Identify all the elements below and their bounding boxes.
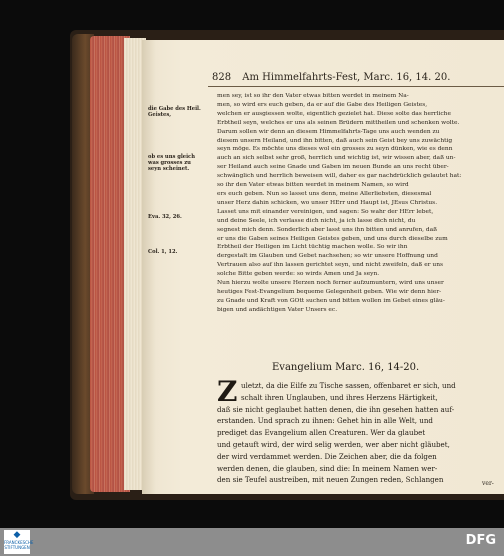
text-line: Vertrauen also auf ihn lassen gerichtet seyn, und nicht zweifeln, daß er uns [217,262,444,269]
text-line: diesem unsern Heiland, und ihn bitten, daß auch sein Geist bey uns zuwächtig [217,137,453,144]
text-line: schwänglich und herrlich beweisen will, daher es gar nachdrücklich gelautet hat: [217,173,462,180]
text-line: Darum sollen wir denn an diesem Himmelfahrts-Tage uns auch wenden zu [217,128,440,135]
text-line: heutiges Fest-Evangelium bequeme Gelegenheit geben. Wie wir denn hier- [217,288,442,295]
gospel-line: werden denen, die glauben, sind die: In meinem Namen wer- [217,463,438,473]
library-logo [4,530,34,554]
gospel-line: den sie Teufel austreiben, mit neuen Zungen reden, Schlangen [217,475,444,485]
margin-note: Eva. 32, 26. [148,214,182,220]
text-line: welchen er ausgiessen wolte, eigentlich gezielet hat. Diese solte das herrliche [217,110,451,117]
gospel-line: erstanden. Und sprach zu ihnen: Gehet hin in alle Welt, und [217,416,433,426]
text-line: men sey, ist so ihr den Vater etwas bitten werdet in meinem Na- [217,93,409,99]
library-logo-mark: ◆ [13,530,21,540]
running-head-title: Am Himmelfahrts-Fest, Marc. 16, 14. 20. [242,72,451,83]
header-rule [208,86,504,87]
text-line: und deine Seele, ich verlasse dich nicht, ja ich lasse dich nicht, du [217,217,416,224]
gospel-line: der wird verdammet werden. Die Zeichen aber, die da folgen [217,451,437,461]
margin-note: Col. 1, 12. [148,249,178,255]
gospel-line: prediget das Evangelium allen Creaturen. Wer da glaubet [217,428,426,438]
running-header [212,72,502,83]
text-line: dergestalt im Glauben und Gebet nachsehen; so wir unsere Hoffnung und [217,253,438,260]
gospel-line: daß sie nicht geglaubet hatten denen, die ihn gesehen hatten auf- [217,404,455,414]
gospel-line: und getauft wird, der wird selig werden, wer aber nicht gläubet, [217,439,450,449]
text-line: Lasset uns mit einander vereinigen, und sagen: So wahr der HErr lebet, [217,208,434,215]
text-line: auch an sich selbst sehr groß, herrlich und wichtig ist, wir wissen aber, daß un- [217,155,456,162]
margin-note: die Gabe des Heil. Geistes, [148,106,201,118]
text-line: Nun hierzu wolte unsere Herzen noch ferner aufzumuntern, wird uns unser [217,280,444,287]
text-line: bigen und andächtigen Vater Unsers ec. [217,306,338,313]
text-line: ers euch geben. Nun so lasset uns denn, meine Allerliebsten, diesesmal [217,190,432,197]
drop-cap: Z [217,375,238,408]
catchword: ver- [482,480,494,487]
page-number: 828 [212,72,232,83]
text-line: segnest mich denn. Sonderlich aber lasst uns ihn bitten und anrufen, daß [217,226,438,233]
gospel-line: uletzt, da die Eilfe zu Tische sassen, offenbaret er sich, und [241,381,456,390]
viewer-footer-bar [0,528,504,556]
text-line: so ihr den Vater etwas bitten werdet in meinem Namen, so wird [217,182,409,189]
gospel-text [217,375,504,486]
margin-note: ob es uns gleich was grosses zu seyn scheinet. [148,154,195,172]
library-logo-text: FRANCKESCHE STIFTUNGEN [4,540,34,550]
text-line: unser Herz dahin schicken, wo unser HErr und Haupt ist, JEsus Christus. [217,199,438,206]
text-line: er uns die Gaben seines Heiligen Geistes geben, und uns durch dieselbe zum [217,235,448,242]
sermon-text [217,92,504,315]
text-line: men, so wird ers euch geben, da er auf die Gabe des Heiligen Geistes, [217,101,428,108]
text-line: Erbtheil seyn, welches er uns als seinen Brüdern mittheilen und schenken wolte. [217,119,460,126]
text-line: zu Gnade und Kraft von GOtt suchen und bitten wollen im Gebet eines gläu- [217,297,445,304]
book-page [142,40,504,494]
text-line: seyn möge. Es möchte uns dieses wol ein grosses zu seyn dünken, wie es denn [217,146,453,153]
text-line: Erbtheil der Heiligen im Licht tüchtig machen wolle. So wir ihn [217,244,408,251]
dfg-logo: DFG [465,533,496,548]
text-line: solche Bitte geben werde: so wirds Amen und Ja seyn. [217,271,380,278]
gospel-line: schalt ihren Unglauben, und ihres Herzens Härtigkeit, [241,392,438,402]
text-line: ser Heiland auch seine Gnade und Gaben im neuen Bunde an uns recht über- [217,164,449,171]
gospel-heading: Evangelium Marc. 16, 14-20. [272,362,420,373]
